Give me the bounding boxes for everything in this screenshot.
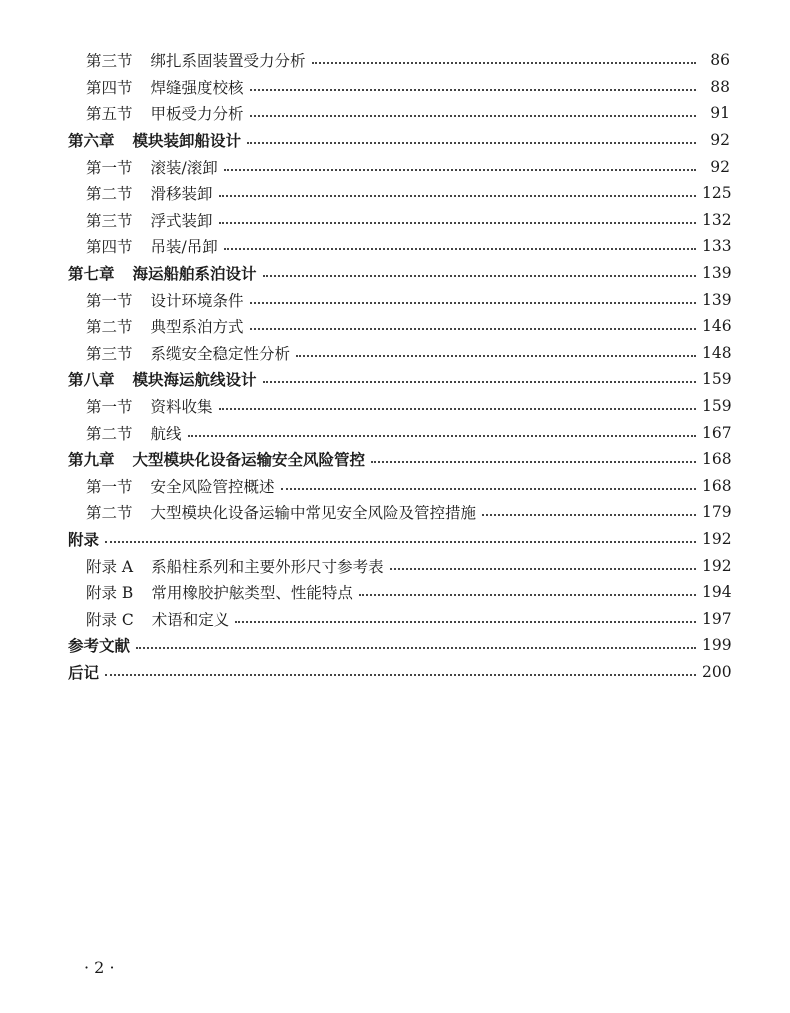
- toc-entry-number: 第七章: [68, 264, 115, 284]
- toc-section-row[interactable]: [0, 579, 790, 606]
- toc-page-number: 139: [702, 264, 732, 283]
- toc-section-row[interactable]: [0, 207, 790, 234]
- toc-section-row[interactable]: [0, 233, 790, 260]
- toc-entry-number: 第九章: [68, 450, 115, 470]
- toc-entry-label: [86, 49, 312, 71]
- toc-entry-label: [86, 501, 482, 523]
- toc-entry-label: [86, 209, 219, 231]
- toc-entry-title: 吊装/吊卸: [150, 238, 218, 257]
- toc-entry-label: [86, 102, 250, 124]
- toc-entry-label: [68, 528, 105, 550]
- toc-entry-number: 第二节: [86, 424, 133, 443]
- toc-section-row[interactable]: [0, 419, 790, 446]
- dot-leader: [390, 568, 696, 570]
- toc-page-number: 139: [702, 290, 732, 309]
- toc-entry-label: [86, 315, 250, 337]
- toc-entry-number: 第八章: [68, 370, 115, 390]
- toc-section-row[interactable]: [0, 180, 790, 207]
- toc-entry-label: [86, 289, 250, 311]
- toc-chapter-row[interactable]: [0, 366, 790, 393]
- toc-entry-label: [86, 555, 390, 577]
- toc-entry-label: [86, 475, 281, 497]
- toc-chapter-row[interactable]: [0, 446, 790, 473]
- toc-page-number: 168: [702, 450, 732, 469]
- toc-entry-title: 绑扎系固装置受力分析: [150, 52, 306, 71]
- toc-chapter-row[interactable]: [0, 632, 790, 659]
- toc-section-row[interactable]: [0, 153, 790, 180]
- dot-leader: [250, 328, 696, 330]
- toc-section-row[interactable]: [0, 393, 790, 420]
- dot-leader: [250, 89, 696, 91]
- toc-page-number: 92: [710, 131, 730, 150]
- toc-entry-title: 滑移装卸: [150, 185, 213, 204]
- dot-leader: [235, 621, 696, 623]
- toc-page-number: 86: [710, 51, 730, 70]
- toc-section-row[interactable]: [0, 313, 790, 340]
- toc-entry-title: 安全风险管控概述: [150, 477, 275, 496]
- toc-entry-number: 附录: [68, 529, 100, 549]
- toc-entry-label: [68, 368, 263, 390]
- toc-page-number: 133: [702, 237, 732, 256]
- toc-page-number: 200: [702, 662, 732, 681]
- toc-entry-title: 焊缝强度校核: [150, 78, 244, 97]
- toc-page-number: 159: [702, 397, 732, 416]
- toc-chapter-row[interactable]: [0, 659, 790, 686]
- toc-entry-title: 典型系泊方式: [150, 318, 244, 337]
- toc-entry-number: 第一节: [86, 477, 133, 496]
- toc-entry-label: [86, 422, 188, 444]
- dot-leader: [224, 248, 696, 250]
- toc-entry-title: 设计环境条件: [150, 291, 244, 310]
- toc-section-row[interactable]: [0, 74, 790, 101]
- toc-entry-label: [68, 129, 247, 151]
- dot-leader: [105, 541, 696, 543]
- toc-entry-number: 附录 A: [86, 557, 134, 576]
- page-number: · 2 ·: [84, 958, 115, 977]
- toc-entry-label: [68, 448, 371, 470]
- toc-entry-title: 模块装卸船设计: [132, 131, 242, 151]
- toc-entry-number: 附录 C: [86, 610, 134, 629]
- toc-entry-number: 第三节: [86, 211, 133, 230]
- toc-entry-title: 系船柱系列和主要外形尺寸参考表: [151, 557, 384, 576]
- dot-leader: [219, 195, 696, 197]
- toc-entry-label: [86, 156, 224, 178]
- dot-leader: [250, 115, 696, 117]
- toc-entry-title: 资料收集: [150, 398, 213, 417]
- toc-entry-number: 第三节: [86, 344, 133, 363]
- toc-section-row[interactable]: [0, 340, 790, 367]
- toc-entry-label: [68, 262, 263, 284]
- toc-entry-title: 浮式装卸: [150, 211, 213, 230]
- toc-page-number: 179: [702, 503, 732, 522]
- dot-leader: [105, 674, 696, 676]
- dot-leader: [247, 142, 696, 144]
- toc-entry-number: 参考文献: [68, 636, 131, 656]
- toc-entry-title: 海运船舶系泊设计: [132, 264, 257, 284]
- toc-section-row[interactable]: [0, 286, 790, 313]
- toc-page-number: 148: [702, 343, 732, 362]
- toc-section-row[interactable]: [0, 552, 790, 579]
- toc-page-number: 199: [702, 636, 732, 655]
- toc-chapter-row[interactable]: [0, 260, 790, 287]
- dot-leader: [482, 514, 696, 516]
- toc-entry-number: 附录 B: [86, 584, 134, 603]
- dot-leader: [250, 302, 696, 304]
- toc-entry-number: 第四节: [86, 238, 133, 257]
- dot-leader: [219, 222, 696, 224]
- toc-entry-label: [86, 342, 296, 364]
- toc-entry-number: 第一节: [86, 291, 133, 310]
- dot-leader: [219, 408, 696, 410]
- toc-entry-title: 模块海运航线设计: [132, 370, 257, 390]
- toc-page-number: 146: [702, 317, 732, 336]
- toc-page-number: 192: [702, 529, 732, 548]
- toc-entry-label: [86, 76, 250, 98]
- toc-page-number: 168: [702, 476, 732, 495]
- toc-entry-number: 第二节: [86, 504, 133, 523]
- toc-page-number: 92: [710, 157, 730, 176]
- toc-entry-label: [86, 395, 219, 417]
- toc-entry-number: 第一节: [86, 158, 133, 177]
- dot-leader: [263, 275, 696, 277]
- toc-entry-label: [68, 661, 105, 683]
- toc-entry-number: 第二节: [86, 185, 133, 204]
- toc-section-row[interactable]: [0, 605, 790, 632]
- dot-leader: [188, 435, 696, 437]
- toc-page-number: 167: [702, 423, 732, 442]
- dot-leader: [312, 62, 696, 64]
- toc-entry-title: 大型模块化设备运输中常见安全风险及管控措施: [150, 504, 477, 523]
- toc-entry-number: 第五节: [86, 105, 133, 124]
- toc-entry-title: 常用橡胶护舷类型、性能特点: [151, 584, 353, 603]
- toc-section-row[interactable]: [0, 47, 790, 74]
- toc-page-number: 125: [702, 184, 732, 203]
- dot-leader: [296, 355, 696, 357]
- dot-leader: [136, 647, 696, 649]
- toc-page-number: 132: [702, 210, 732, 229]
- toc-entry-title: 滚装/滚卸: [150, 158, 218, 177]
- toc-page-number: 197: [702, 609, 732, 628]
- toc-page-number: 88: [710, 77, 730, 96]
- dot-leader: [359, 594, 696, 596]
- dot-leader: [224, 169, 696, 171]
- toc-section-row[interactable]: [0, 499, 790, 526]
- toc-entry-label: [86, 235, 224, 257]
- toc-entry-number: 第三节: [86, 52, 133, 71]
- toc-section-row[interactable]: [0, 100, 790, 127]
- toc-entry-number: 第二节: [86, 318, 133, 337]
- toc-entry-title: 甲板受力分析: [150, 105, 244, 124]
- dot-leader: [281, 488, 696, 490]
- toc-chapter-row[interactable]: [0, 526, 790, 553]
- toc-entry-label: [86, 182, 219, 204]
- toc-entry-number: 第六章: [68, 131, 115, 151]
- toc-page-number: 192: [702, 556, 732, 575]
- toc-entry-number: 后记: [68, 662, 100, 682]
- toc-entry-title: 航线: [150, 424, 182, 443]
- toc-entry-title: 系缆安全稳定性分析: [150, 344, 291, 363]
- dot-leader: [263, 381, 696, 383]
- toc-page-number: 159: [702, 370, 732, 389]
- toc-entry-label: [86, 608, 235, 630]
- toc-page-number: 91: [710, 104, 730, 123]
- toc-entry-label: [68, 634, 136, 656]
- toc-entry-title: 术语和定义: [151, 610, 230, 629]
- table-of-contents: [0, 47, 790, 685]
- toc-entry-label: [86, 581, 359, 603]
- toc-entry-title: 大型模块化设备运输安全风险管控: [132, 450, 366, 470]
- toc-page-number: 194: [702, 583, 732, 602]
- toc-section-row[interactable]: [0, 473, 790, 500]
- toc-entry-number: 第四节: [86, 78, 133, 97]
- toc-entry-number: 第一节: [86, 398, 133, 417]
- dot-leader: [371, 461, 696, 463]
- toc-chapter-row[interactable]: [0, 127, 790, 154]
